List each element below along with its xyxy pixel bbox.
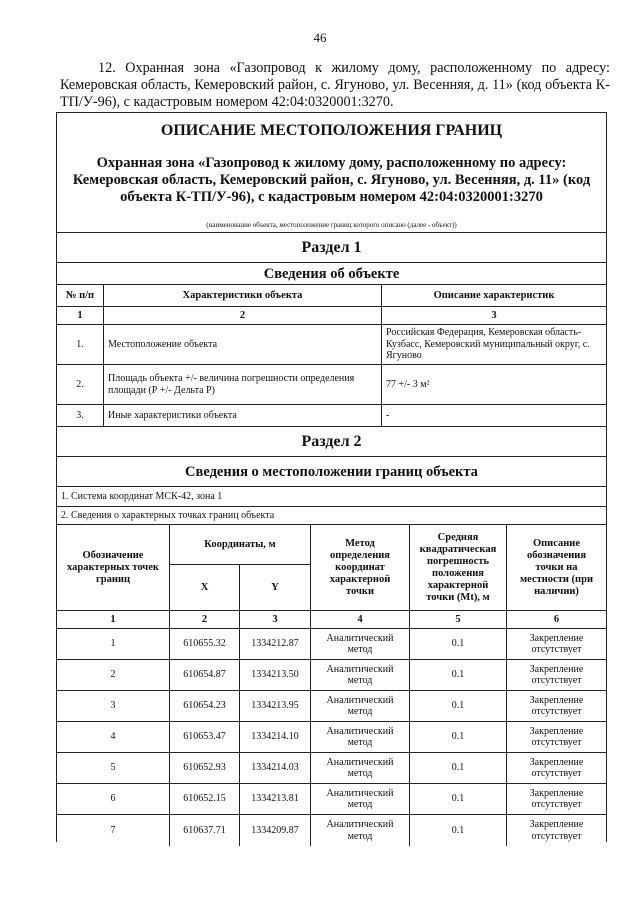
- table-row: [57, 325, 606, 365]
- point-y: 1334213.95: [240, 691, 311, 721]
- doc-title: ОПИСАНИЕ МЕСТОПОЛОЖЕНИЯ ГРАНИЦ: [160, 122, 503, 139]
- header-y: Y: [240, 565, 311, 611]
- point-id: 6: [57, 784, 170, 814]
- row-value: -: [386, 409, 390, 421]
- header-num: № п/п: [57, 285, 104, 306]
- section2-subtitle-row: [57, 457, 606, 487]
- point-error: 0.1: [410, 722, 507, 752]
- points-colnum-3: 3: [240, 611, 311, 628]
- row-name: Местоположение объекта: [104, 325, 382, 364]
- points-colnum-6: 6: [553, 613, 560, 625]
- point-id: 5: [57, 753, 170, 783]
- table-row: [57, 753, 606, 784]
- point-id: 2: [57, 660, 170, 690]
- point-description: Закрепление отсутствует: [529, 725, 584, 748]
- point-method: Аналитический метод: [311, 753, 410, 783]
- point-description: Закрепление отсутствует: [529, 632, 584, 655]
- point-error: 0.1: [410, 629, 507, 659]
- row-num: 3.: [57, 405, 104, 426]
- point-x: 610637.71: [170, 815, 240, 846]
- points-colnum-1: 1: [57, 611, 170, 628]
- table-row: [57, 365, 606, 405]
- header-x: X: [170, 565, 240, 611]
- point-description: Закрепление отсутствует: [529, 819, 584, 842]
- row-value: Российская Федерация, Кемеровская область-Кузбасс, Кемеровский муниципальный округ, с. Ягуново: [386, 327, 590, 362]
- point-y: 1334214.03: [240, 753, 311, 783]
- points-colnum-row: [57, 611, 606, 629]
- point-id: 3: [57, 691, 170, 721]
- point-y: 1334212.87: [240, 629, 311, 659]
- point-x: 610654.87: [170, 660, 240, 690]
- header-error: Средняя квадратическая погрешность положения характерной точки (Мt), м: [410, 525, 507, 611]
- header-coords: Координаты, м: [170, 525, 311, 565]
- object-caption: (наименование объекта, местоположение границ которого описано (далее - объект)): [206, 221, 457, 229]
- point-y: 1334209.87: [240, 815, 311, 846]
- header-characteristic: Характеристики объекта: [104, 285, 382, 306]
- point-description: Закрепление отсутствует: [529, 663, 584, 686]
- boundary-description-table: [56, 112, 607, 842]
- point-y: 1334213.81: [240, 784, 311, 814]
- page-number: 46: [313, 30, 327, 45]
- table-row: [57, 722, 606, 753]
- point-method: Аналитический метод: [311, 722, 410, 752]
- point-description: Закрепление отсутствует: [529, 787, 584, 810]
- row-name: Иные характеристики объекта: [104, 405, 382, 426]
- section1-colnum-row: [57, 307, 606, 325]
- point-error: 0.1: [410, 660, 507, 690]
- section1-title: Раздел 1: [301, 239, 362, 256]
- points-caption: 2. Сведения о характерных точках границ объекта: [61, 510, 275, 521]
- point-error: 0.1: [410, 691, 507, 721]
- point-x: 610652.15: [170, 784, 240, 814]
- row-num: 2.: [57, 365, 104, 404]
- intro-paragraph: 12. Охранная зона «Газопровод к жилому дому, расположенному по адресу: Кемеровская область, Кемеровский район, с. Ягуново, ул. Весенняя, д. 11» (код объекта К-ТП/У-96), с кадастровым номером 42:04:0320001:3270.: [60, 60, 610, 110]
- section1-title-row: [57, 233, 606, 263]
- points-header: [57, 525, 606, 611]
- point-y: 1334213.50: [240, 660, 311, 690]
- points-colnum-4: 4: [311, 611, 410, 628]
- row-name: Площадь объекта +/- величина погрешности определения площади (Р +/- Дельта Р): [104, 365, 382, 404]
- point-id: 1: [57, 629, 170, 659]
- point-method: Аналитический метод: [311, 691, 410, 721]
- colnum-1: 1: [57, 307, 104, 324]
- colnum-3: 3: [491, 309, 497, 321]
- points-colnum-2: 2: [170, 611, 240, 628]
- header-method: Метод определения координат характерной точки: [311, 525, 410, 611]
- table-row: [57, 784, 606, 815]
- table-row: [57, 405, 606, 427]
- points-caption-row: [57, 507, 606, 525]
- header-description: Описание характеристик: [433, 289, 555, 301]
- point-x: 610652.93: [170, 753, 240, 783]
- point-x: 610653.47: [170, 722, 240, 752]
- coord-system-row: [57, 487, 606, 507]
- point-error: 0.1: [410, 784, 507, 814]
- point-description: Закрепление отсутствует: [529, 756, 584, 779]
- row-value: 77 +/- 3 м²: [386, 378, 430, 390]
- point-error: 0.1: [410, 815, 507, 846]
- section1-subtitle: Сведения об объекте: [263, 266, 400, 282]
- table-row: [57, 660, 606, 691]
- point-method: Аналитический метод: [311, 660, 410, 690]
- points-colnum-5: 5: [410, 611, 507, 628]
- title-block: [57, 113, 606, 233]
- point-error: 0.1: [410, 753, 507, 783]
- point-description: Закрепление отсутствует: [529, 694, 584, 717]
- object-title: Охранная зона «Газопровод к жилому дому, расположенному по адресу: Кемеровская область, Кемеровский район, с. Ягуново, ул. Весенняя, д. 11» (код объекта К-ТП/У-96), с кадастровым номером 42:04:0320001:3270: [72, 155, 591, 205]
- coord-system: 1. Система координат МСК-42, зона 1: [61, 491, 223, 502]
- header-point-description: Описание обозначения точки на местности (при наличии): [520, 538, 593, 597]
- section1-header-row: [57, 285, 606, 307]
- point-method: Аналитический метод: [311, 629, 410, 659]
- point-method: Аналитический метод: [311, 815, 410, 846]
- point-y: 1334214.10: [240, 722, 311, 752]
- table-row: [57, 815, 606, 846]
- section2-title-row: [57, 427, 606, 457]
- table-row: [57, 691, 606, 722]
- point-id: 4: [57, 722, 170, 752]
- section2-title: Раздел 2: [301, 433, 362, 450]
- section2-subtitle: Сведения о местоположении границ объекта: [185, 464, 478, 480]
- point-method: Аналитический метод: [311, 784, 410, 814]
- point-x: 610654.23: [170, 691, 240, 721]
- table-row: [57, 629, 606, 660]
- header-designation: Обозначение характерных точек границ: [57, 525, 170, 611]
- section1-subtitle-row: [57, 263, 606, 285]
- point-x: 610655.32: [170, 629, 240, 659]
- row-num: 1.: [57, 325, 104, 364]
- colnum-2: 2: [104, 307, 382, 324]
- point-id: 7: [57, 815, 170, 846]
